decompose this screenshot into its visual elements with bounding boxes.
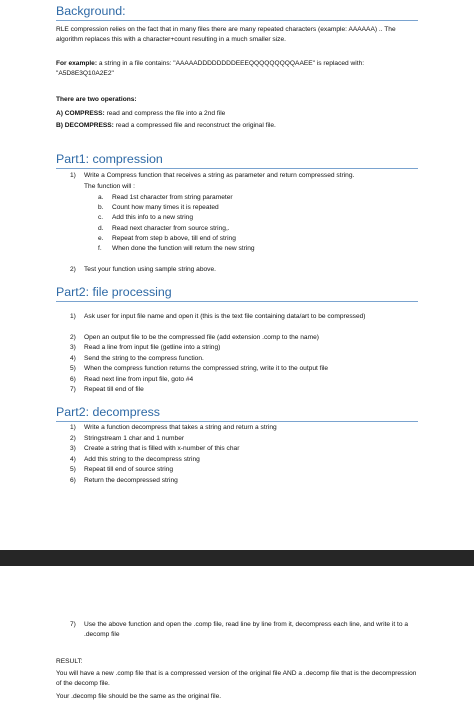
decompress-step-text: Repeat till end of source string <box>84 466 174 473</box>
result-label: RESULT: <box>56 658 83 665</box>
part2-step-text: Open an output file to be the compressed file (add extension .comp to the name) <box>84 334 319 341</box>
decompress-step-text: Stringstream 1 char and 1 number <box>84 435 185 442</box>
decompress-step-number: 1) <box>70 424 76 431</box>
decompress-step-number: 5) <box>70 466 76 473</box>
result-line2: Your .decomp file should be the same as the original file. <box>56 693 222 700</box>
decompress-heading: Part2: decompress <box>56 405 418 422</box>
decompress-step-number: 6) <box>70 477 76 484</box>
substep-letter: c. <box>98 214 104 221</box>
decompress-step-number: 3) <box>70 445 76 452</box>
decompress-step-text: Create a string that is filled with x-number of this char <box>84 445 240 452</box>
background-intro: RLE compression relies on the fact that in many files there are many repeated characters (example: AAAAAA) .. The algorithm replaces this with a character+count resulting in a much smaller size. <box>56 26 396 44</box>
decompress-step-number: 7) <box>70 621 76 628</box>
operation-b <box>56 121 422 131</box>
operation-b-text: read a compressed file and reconstruct the original file. <box>113 122 276 129</box>
part2-step-number: 1) <box>70 313 76 320</box>
background-heading: Background: <box>56 4 418 21</box>
example-paragraph <box>56 59 422 80</box>
decompress-step-text: Write a function decompress that takes a string and return a string <box>84 424 277 431</box>
decompress-step-text: Return the decompressed string <box>84 477 178 484</box>
part2-step-text: Repeat till end of file <box>84 386 144 393</box>
part1-step-number: 2) <box>70 266 76 273</box>
part2-step-number: 4) <box>70 355 76 362</box>
operations-title: There are two operations: <box>56 96 137 103</box>
substep-text: Repeat from step b above, till end of string <box>112 235 236 242</box>
substep-text: Read 1st character from string parameter <box>112 194 233 201</box>
substep-letter: f. <box>98 245 102 252</box>
part2-step-number: 6) <box>70 376 76 383</box>
part2-step-text: Read next line from input file, goto #4 <box>84 376 194 383</box>
example-label: For example: <box>56 60 98 67</box>
example-text: a string in a file contains: "AAAAADDDDDDDDEEEQQQQQQQQQAAEE" is replaced with: "A5D8E3Q10A2E2" <box>56 60 365 78</box>
operation-a-text: read and compress the file into a 2nd file <box>104 110 226 117</box>
part2-step-number: 3) <box>70 344 76 351</box>
part2-step-number: 2) <box>70 334 76 341</box>
substep-letter: e. <box>98 235 104 242</box>
substep-letter: b. <box>98 204 104 211</box>
substep-text: Add this info to a new string <box>112 214 194 221</box>
decompress-step-text: Use the above function and open the .comp file, read line by line from it, decompress each line, and write it to a .decomp file <box>84 621 409 639</box>
page-break <box>0 550 474 566</box>
result-line1: You will have a new .comp file that is a compressed version of the original file AND a .decomp file that is the decompression of the decomp file. <box>56 670 417 688</box>
part2-step-text: Send the string to the compress function. <box>84 355 204 362</box>
operation-a-label: A) COMPRESS: <box>56 110 105 117</box>
part2-heading: Part2: file processing <box>56 285 418 302</box>
part2-step-number: 5) <box>70 365 76 372</box>
substep-text: When done the function will return the new string <box>112 245 255 252</box>
part2-step-text: Ask user for input file name and open it (this is the text file containing data/art to be compressed) <box>84 313 366 320</box>
operation-a <box>56 109 422 119</box>
operation-b-label: B) DECOMPRESS: <box>56 122 114 129</box>
substep-letter: a. <box>98 194 104 201</box>
part1-step2-text: Test your function using sample string above. <box>84 266 216 273</box>
part1-step1-line1: Write a Compress function that receives a string as parameter and return compressed string. <box>84 172 355 179</box>
part1-step1-line2: The function will : <box>84 183 135 190</box>
substep-text: Read next character from source string,. <box>112 225 230 232</box>
part2-step-text: When the compress function returns the compressed string, write it to the output file <box>84 365 329 372</box>
part1-step-number: 1) <box>70 172 76 179</box>
decompress-step-number: 2) <box>70 435 76 442</box>
part2-step-text: Read a line from input file (getline into a string) <box>84 344 221 351</box>
part2-step-number: 7) <box>70 386 76 393</box>
document-page-2 <box>0 566 474 716</box>
part1-heading: Part1: compression <box>56 152 418 169</box>
decompress-step-number: 4) <box>70 456 76 463</box>
substep-letter: d. <box>98 225 104 232</box>
substep-text: Count how many times it is repeated <box>112 204 219 211</box>
decompress-step-text: Add this string to the decompress string <box>84 456 200 463</box>
